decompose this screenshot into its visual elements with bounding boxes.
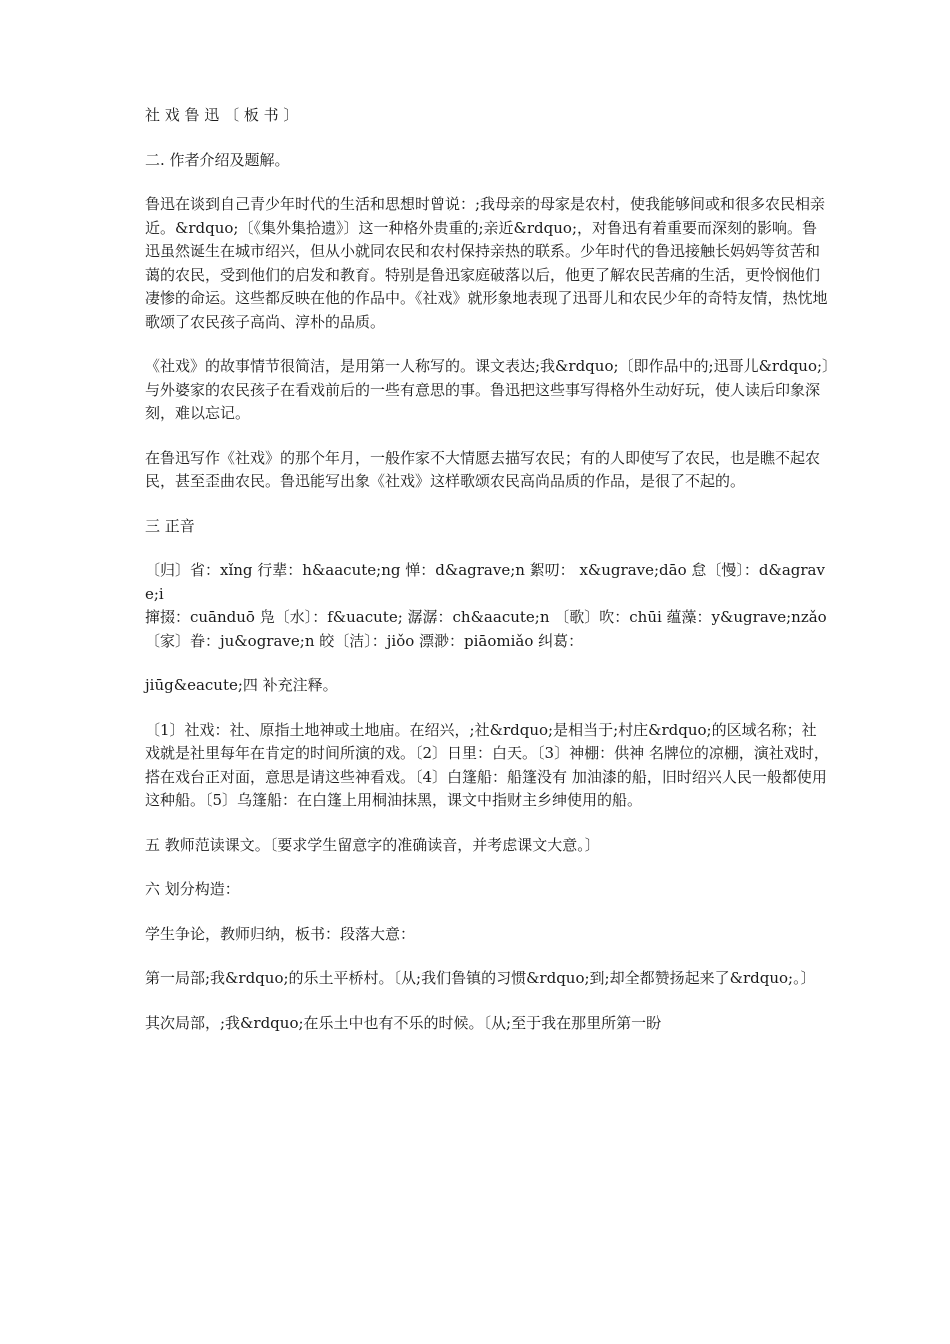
paragraph-story-summary: 《社戏》的故事情节很简洁，是用第一人称写的。课文表达;我&rdquo;〔即作品中的;迅哥儿&rdquo;〕与外婆家的农民孩子在看戏前后的一些有意思的事。鲁迅把这些事写得格外生动好玩，使人读后印象深刻，难以忘记。	[145, 357, 830, 422]
section-heading-author-intro: 二. 作者介绍及题解。	[145, 150, 290, 169]
paragraph-structure-intro: 学生争论，教师归纳，板书：段落大意：	[145, 924, 416, 943]
document-title: 社 戏 鲁 迅 〔 板 书 〕	[145, 106, 299, 124]
paragraph-notes: 〔1〕社戏：社、原指土地神或土地庙。在绍兴，;社&rdquo;是相当于;村庄&rdquo;的区域名称；社戏就是社里每年在肯定的时间所演的戏。〔2〕日里：白天。〔3〕神棚：供神 名牌位的凉棚，演社戏时，搭在戏台正对面，意思是请这些神看戏。〔4〕白篷船：船篷没有 加油漆的船，旧时绍兴人民一般都使用这种船。〔5〕乌篷船：在白篷上用桐油抹黑，课文中指财主乡绅使用的船。	[145, 720, 829, 809]
paragraph-part-one: 第一局部;我&rdquo;的乐土平桥村。〔从;我们鲁镇的习惯&rdquo;到;却全都赞扬起来了&rdquo;。〕	[145, 969, 816, 987]
pronunciation-line-1: 〔归〕省：xǐng 行辈：h&aacute;ng 惮：d&agrave;n 絮叨： x&ugrave;dāo 怠〔慢〕：d&agrave;i	[145, 561, 825, 603]
paragraph-part-two: 其次局部，;我&rdquo;在乐土中也有不乐的时候。〔从;至于我在那里所第一盼	[145, 1013, 662, 1032]
pronunciation-line-3: 〔家〕眷：ju&ograve;n 皎〔洁〕：jiǒo 漂渺：piāomiǎo 纠葛：	[145, 631, 584, 650]
paragraph-author-background: 鲁迅在谈到自己青少年时代的生活和思想时曾说：;我母亲的母家是农村，使我能够间或和很多农民相亲近。&rdquo;〔《集外集拾遗》〕这一种格外贵重的;亲近&rdquo;，对鲁迅有着重要而深刻的影响。鲁迅虽然诞生在城市绍兴，但从小就同农民和农村保持亲热的联系。少年时代的鲁迅接触长妈妈等贫苦和蔼的农民，受到他们的启发和教育。特别是鲁迅家庭破落以后，他更了解农民苦痛的生活，更怜悯他们凄惨的命运。这些都反映在他的作品中。《社戏》就形象地表现了迅哥儿和农民少年的奇特友情，热忱地歌颂了农民孩子高尚、淳朴的品质。	[145, 195, 828, 331]
section-heading-pronunciation: 三 正音	[145, 516, 195, 535]
section-teacher-reading: 五 教师范读课文。〔要求学生留意字的准确读音，并考虑课文大意。〕	[145, 835, 600, 854]
section-heading-structure: 六 划分构造：	[145, 880, 240, 898]
pronunciation-line-4-and-notes-heading: jiūg&eacute;四 补充注释。	[145, 676, 338, 694]
pronunciation-line-2: 撺掇：cuānduō 凫〔水〕：f&uacute; 潺潺：ch&aacute;n 〔歌〕吹：chūi 蕴藻：y&ugrave;nzǎo	[145, 608, 827, 626]
paragraph-significance: 在鲁迅写作《社戏》的那个年月，一般作家不大情愿去描写农民；有的人即使写了农民，也是瞧不起农民，甚至歪曲农民。鲁迅能写出象《社戏》这样歌颂农民高尚品质的作品，是很了不起的。	[145, 448, 821, 490]
